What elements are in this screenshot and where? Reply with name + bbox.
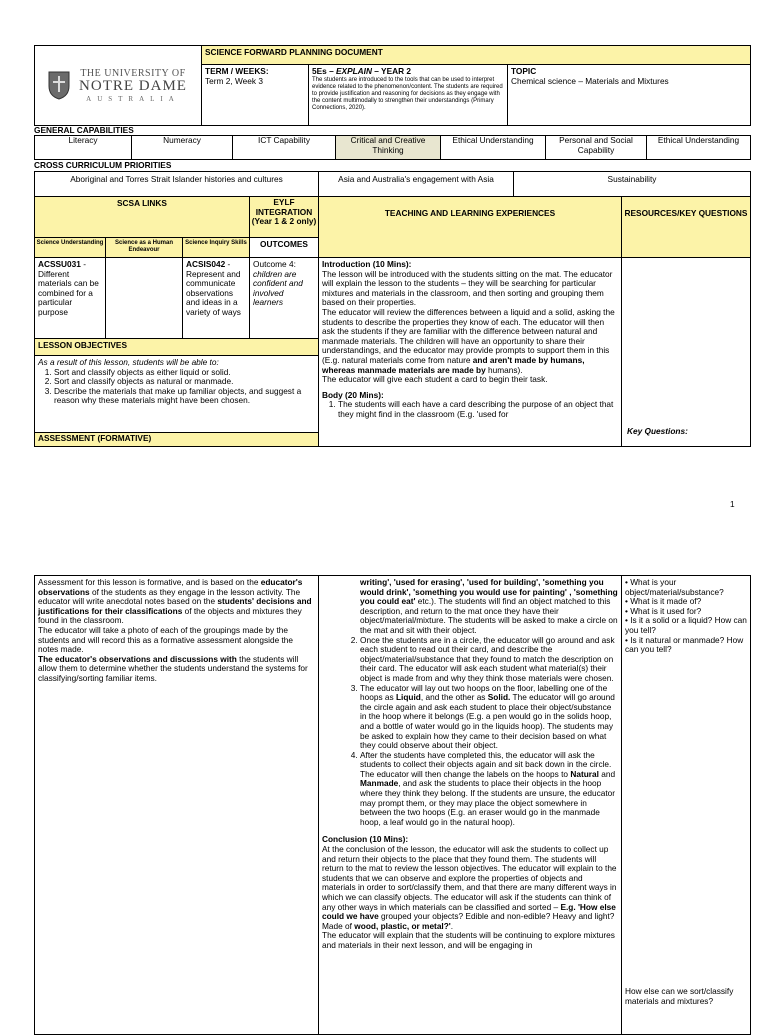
objectives-intro: As a result of this lesson, students will be able to: [38,357,219,367]
crest-icon [47,70,71,100]
body-item-2: 2. Once the students are in a circle, the educator will go around and ask each student to read out their card, and describe the object/material/substance that they found to match the description on their card. The educator will ask each student what material(s) their object is made from and why they think those materials were chosen. [360,636,618,684]
outcome-text: children are confident and involved learners [253,268,303,308]
topic-value: Chemical science – Materials and Mixtures [511,75,669,86]
ccp-asia: Asia and Australia's engagement with Asia [318,171,514,197]
scsa-sub-endeavour: Science as a Human Endeavour [105,237,183,258]
scsa-sub-inquiry: Science Inquiry Skills [182,237,250,258]
key-question-5: • Is it natural or manmade? How can you tell? [625,634,744,655]
body-list-page2 [322,636,618,828]
sis-code: ACSIS042 [186,259,226,269]
objectives-list [38,368,315,406]
intro-heading: Introduction (10 Mins): [322,259,412,269]
body-heading: Body (20 Mins): [322,389,384,400]
general-capabilities-heading: GENERAL CAPABILITIES [34,125,134,135]
objective-item: 2. Sort and classify objects as natural or manmade. [54,377,315,387]
fives-description: The students are introduced to the tools that can be used to interpret evidence related to the phenomenon/content. The students are required to provide justification and reasoning for decisions as they engage with the content multimodally to strengthen their understandings (Primary Connections, 2020). [312,76,503,111]
key-question-3: • What is it used for? [625,605,702,616]
assessment-p2: The educator will take a photo of each of the groupings made by the students and will record this as a formative assessment alongside the notes made. [38,624,294,655]
objective-item: 1. Sort and classify objects as either liquid or solid. [54,368,315,378]
logo-line1: THE UNIVERSITY OF [80,68,186,79]
capability-numeracy: Numeracy [131,135,233,160]
tle-cell-page2 [318,575,622,1035]
resources-cell-page1 [621,257,751,447]
intro-p2: The educator will review the differences between a liquid and a solid, asking the students to describe the properties they know of each. The educator will then ask the students if they are familiar with the difference between natural and manmade materials. The children will have an opportunity to share their understandings, and the educator may provide prompts to support them in this (E.g. natural materials come from nature and aren't made by humans, whereas manmade materials are made by humans). [322,306,615,375]
intro-p3: The educator will give each student a card to begin their task. [322,374,548,385]
tle-cell-page1 [318,257,622,447]
page-number: 1 [730,499,735,509]
assessment-p3: The educator's observations and discussions with the students will allow them to determine whether the students understand the systems for classifying/sorting familiar items. [38,653,308,683]
term-cell [201,64,309,126]
capability-literacy: Literacy [34,135,132,160]
su-text: - Different materials can be combined for a particular purpose [38,259,99,317]
assessment-cell [34,575,319,1035]
body-item-4: 4. After the students have completed this, the educator will ask the students to collect their objects again and sit back down in the circle. The educator will then change the labels on the hoops to Natural and Manmade, and ask the students to place their objects in the hoop where they think they belong. If the students are unsure, the educator may prompt them, or they may place the object somewhere in between the two hoops (E.g. an eraser would go in the manmade hoop, a leaf would go in the natural hoop). [360,751,618,828]
term-value: Term 2, Week 3 [205,75,263,86]
capability-critical-creative: Critical and Creative Thinking [335,135,441,160]
topic-cell [507,64,751,126]
conclusion-heading: Conclusion (10 Mins): [322,834,409,845]
fives-cell [308,64,508,126]
eylf-outcomes-label: OUTCOMES [249,237,319,258]
outcome-title: Outcome 4: [253,259,296,269]
eylf-heading: EYLF INTEGRATION (Year 1 & 2 only) [249,196,319,238]
term-label: TERM / WEEKS: [205,66,269,76]
scsa-endeavour-cell [105,257,183,339]
capability-ict: ICT Capability [232,135,336,160]
scsa-understanding-cell [34,257,106,339]
doc-title: SCIENCE FORWARD PLANNING DOCUMENT [201,45,751,65]
fives-label: 5Es – EXPLAIN – YEAR 2 [312,66,412,76]
ccp-sustainability: Sustainability [513,171,751,197]
scsa-sub-understanding: Science Understanding [34,237,106,258]
topic-label: TOPIC [511,66,537,76]
lesson-objectives-cell [34,355,319,433]
key-questions-label: Key Questions: [627,426,688,436]
logo-line2: NOTRE DAME [79,78,187,94]
cross-curriculum-heading: CROSS CURRICULUM PRIORITIES [34,160,172,170]
lesson-objectives-heading: LESSON OBJECTIVES [34,338,319,356]
objective-item: 3. Describe the materials that make up familiar objects, and suggest a reason why these materials might have been chosen. [54,387,315,406]
ccp-aboriginal: Aboriginal and Torres Strait Islander histories and cultures [34,171,319,197]
capability-personal-social: Personal and Social Capability [545,135,647,160]
key-question-6: How else can we sort/classify materials and mixtures? [625,986,734,1006]
university-logo [45,64,195,110]
capability-ethical-2: Ethical Understanding [646,135,751,160]
body-item-3: 3. The educator will lay out two hoops on the floor, labelling one of the hoops as Liquid, and the other as Solid. The educator will go around the circle again and ask each student to place their object/substance in the hoop where it belongs (E.g. a pen would go in the solids hoop, and a bottle of water would go in the liquids hoop). The students may be asked to explain how they came to their decision based on what they could observe about their object. [360,684,618,751]
resources-cell-page2 [621,575,751,1035]
key-question-1: • What is your object/material/substance? [625,577,724,597]
tle-heading: TEACHING AND LEARNING EXPERIENCES [318,196,622,258]
conclusion-text: At the conclusion of the lesson, the educator will ask the students to collect up and return their objects to the place that they found them. The students will return to the mat to review the lesson objectives. The educator will explain to the students that we can observe and explore the properties of objects and materials in order to sort/classify them, and that there are many different ways in which we can classify objects. The educator will ask if the students can think of any other ways in which materials can be classified and sorted – E.g. 'How else could we have grouped your objects? Edible and non-edible? Heavy and light? Made of wood, plastic, or metal?'. [322,844,617,931]
conclusion-text-2: The educator will explain that the students will be continuing to explore mixtures and materials in their next lesson, and will be engaging in [322,930,615,950]
resources-heading: RESOURCES/KEY QUESTIONS [621,196,751,258]
intro-p1: The lesson will be introduced with the students sitting on the mat. The educator will explain the lesson to the students – they will be searching for particular mixtures and materials in the classroom, and then sorting and grouping them based on their properties. [322,268,613,308]
su-code: ACSSU031 [38,259,81,269]
sis-text: - Represent and communicate observations and ideas in a variety of ways [186,259,241,317]
key-question-2: • What is it made of? [625,596,702,607]
assessment-heading: ASSESSMENT (FORMATIVE) [34,432,319,447]
eylf-outcome-cell [249,257,319,339]
header-logo-cell [34,45,202,126]
body-item-1: 1. The students will each have a card describing the purpose of an object that they might find in the classroom (E.g. 'used for [338,400,618,419]
scsa-inquiry-cell [182,257,250,339]
logo-line3: AUSTRALIA [86,95,180,103]
capability-ethical: Ethical Understanding [440,135,546,160]
assessment-p1: Assessment for this lesson is formative, and is based on the educator's observations of the students as they engage in the lesson activity. The educator will write anecdotal notes based on the students' decisions and justifications for their classifications of the objects and mixtures they found in the classroom. [38,577,312,626]
key-question-4: • Is it a solid or a liquid? How can you tell? [625,615,747,635]
body-list-page1 [322,400,618,419]
scsa-links-heading: SCSA LINKS [34,196,250,238]
body-item-1-continued: writing', 'used for erasing', 'used for building', 'something you would drink', 'something you would use for painting' , 'something you could eat' etc.). The students will find an object matched to this description, and return to the mat once they have their object/material/mixture. The students will be asked to make a circle on the mat and sit with their object. [360,577,618,635]
